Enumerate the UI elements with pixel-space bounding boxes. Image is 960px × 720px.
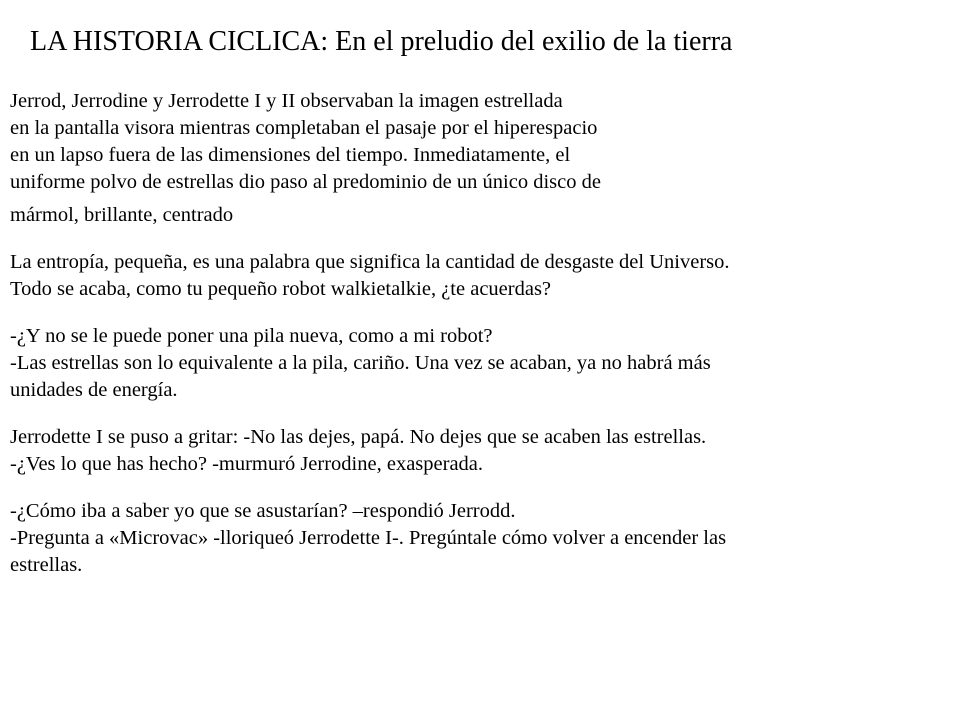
paragraph-4 bbox=[10, 424, 955, 478]
text-line: en la pantalla visora mientras completaban el pasaje por el hiperespacio bbox=[10, 117, 598, 139]
page-title: LA HISTORIA CICLICA: En el preludio del exilio de la tierra bbox=[30, 26, 733, 57]
paragraph-spacer bbox=[10, 404, 955, 424]
paragraph-spacer bbox=[10, 229, 955, 249]
paragraph-1 bbox=[10, 88, 955, 229]
story-text bbox=[10, 88, 955, 579]
text-line: mármol, brillante, centrado bbox=[10, 204, 234, 226]
text-line: Todo se acaba, como tu pequeño robot walkietalkie, ¿te acuerdas? bbox=[10, 278, 552, 300]
text-line: La entropía, pequeña, es una palabra que significa la cantidad de desgaste del Universo. bbox=[10, 251, 730, 273]
text-line: -Pregunta a «Microvac» -lloriqueó Jerrodette I-. Pregúntale cómo volver a encender las bbox=[10, 527, 727, 549]
text-line: unidades de energía. bbox=[10, 379, 178, 401]
text-line: uniforme polvo de estrellas dio paso al predominio de un único disco de bbox=[10, 171, 601, 193]
text-line: Jerrod, Jerrodine y Jerrodette I y II observaban la imagen estrellada bbox=[10, 90, 563, 112]
text-line: Jerrodette I se puso a gritar: -No las dejes, papá. No dejes que se acaben las estrellas. bbox=[10, 426, 707, 448]
text-line: estrellas. bbox=[10, 554, 83, 576]
paragraph-spacer bbox=[10, 478, 955, 498]
paragraph-spacer bbox=[10, 303, 955, 323]
text-line: -¿Cómo iba a saber yo que se asustarían? –respondió Jerrodd. bbox=[10, 500, 516, 522]
paragraph-3 bbox=[10, 323, 955, 404]
text-line: en un lapso fuera de las dimensiones del tiempo. Inmediatamente, el bbox=[10, 144, 571, 166]
text-line: -¿Ves lo que has hecho? -murmuró Jerrodine, exasperada. bbox=[10, 453, 484, 475]
paragraph-2 bbox=[10, 249, 955, 303]
paragraph-5 bbox=[10, 498, 955, 579]
text-line: -¿Y no se le puede poner una pila nueva, como a mi robot? bbox=[10, 325, 493, 347]
text-line: -Las estrellas son lo equivalente a la pila, cariño. Una vez se acaban, ya no habrá más bbox=[10, 352, 711, 374]
